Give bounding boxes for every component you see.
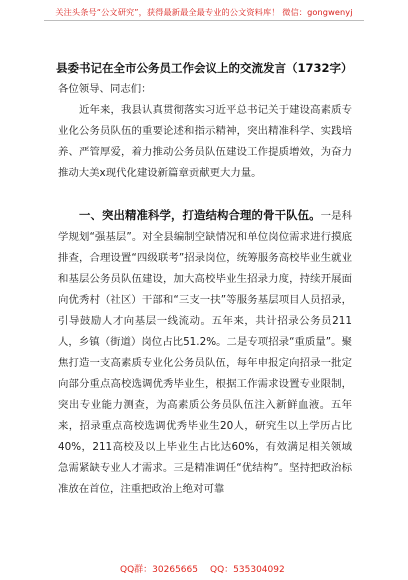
section-1-heading: 一、突出精准科学，打造结构合理的骨干队伍。 [79, 208, 321, 222]
document-title: 县委书记在全市公务员工作会议上的交流发言（1732字） [56, 61, 353, 75]
section-1-body: 一是科学规划“强基层”。对全县编制空缺情况和单位岗位需求进行摸底排查，合理设置“四级联考”招录岗位，统筹服务高校毕业生就业和基层公务员队伍建设，加大高校毕业生招录力度，持续开展面向优秀村（社区）干部和“三支一扶”等服务基层项目人员招录，引导鼓励人才向基层一线流动。五年来，共计招录公务员211人，乡镇（街道）岗位占比51.2%。二是专项招录“重质量”。聚焦打造一支高素质专业化公务员队伍，每年申报定向招录一批定向部分重点高校选调优秀毕业生，根据工作需求设置专业限制，突出专业能力测查，为高素质公务员队伍注入新鲜血液。五年来，招录重点高校选调优秀毕业生20人，研究生以上学历占比40%，211高校及以上毕业生占比达60%，有效满足相关领域急需紧缺专业人才需求。三是精准调任“优结构”。坚持把政治标准放在首位，注重把政治上绝对可靠 [58, 210, 352, 495]
footer-qq-contact: QQ：535304092 [210, 565, 285, 575]
section-1-paragraph [58, 205, 352, 500]
header-banner: 关注头条号“公文研究”，获得最新最全最专业的公文资料库！ 微信：gongwenyj [55, 7, 353, 17]
greeting: 各位领导、同志们： [58, 83, 152, 95]
intro-paragraph: 近年来，我县认真贯彻落实习近平总书记关于建设高素质专业化公务员队伍的重要论述和指示精神，突出精准科学、实践培养、严管厚爱，着力推动公务员队伍建设工作提质增效，为奋力推动大美x现代化建设新篇章贡献更大力量。 [58, 104, 352, 179]
header-divider [44, 20, 364, 21]
footer-qq-group: QQ群：30265665 [120, 565, 198, 575]
footer [0, 562, 408, 576]
